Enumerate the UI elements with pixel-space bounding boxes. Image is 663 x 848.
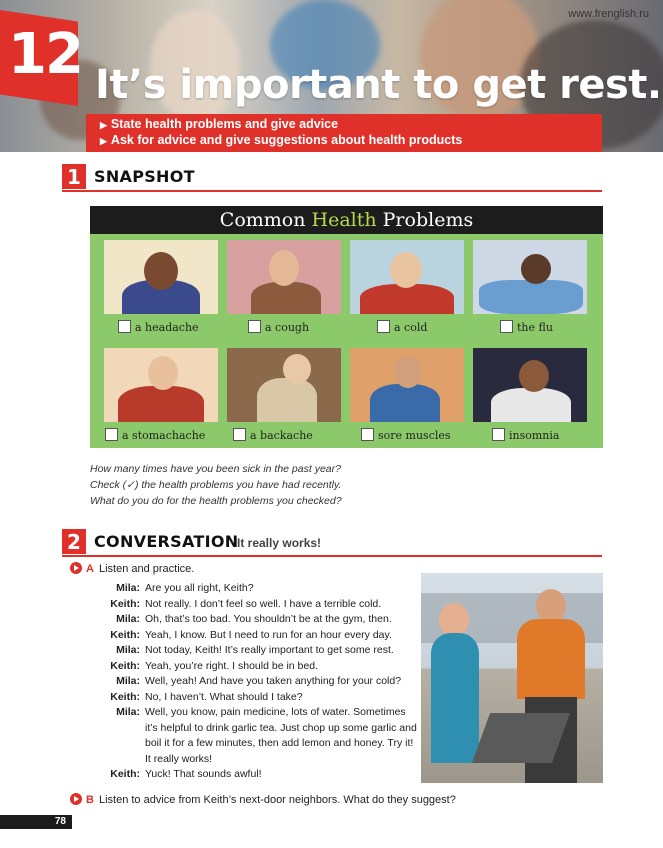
checkbox-backache[interactable]: a backache: [233, 428, 313, 442]
question-text: What do you do for the health problems you checked?: [90, 495, 342, 507]
dialogue-line: Mila: Well, yeah! And have you taken anything for your cold?: [116, 675, 402, 687]
checkbox-sore-muscles[interactable]: sore muscles: [361, 428, 451, 442]
arrow-icon: ▶: [100, 136, 107, 146]
stomachache-image: [104, 348, 218, 422]
backache-image: [227, 348, 341, 422]
section-title: SNAPSHOT: [94, 167, 195, 186]
sore-muscles-image: [350, 348, 464, 422]
dialogue-line: Keith: No, I haven’t. What should I take?: [110, 690, 303, 703]
part-a-instruction: A Listen and practice.: [70, 562, 194, 575]
page-title: It’s important to get rest.: [95, 62, 662, 108]
gym-illustration: [421, 573, 603, 783]
dialogue-line: Keith: Yeah, you’re right. I should be in bed.: [110, 659, 318, 672]
section-title: CONVERSATION: [94, 532, 239, 551]
checkbox-headache[interactable]: a headache: [118, 320, 199, 334]
checkbox-flu[interactable]: the flu: [500, 320, 553, 334]
arrow-icon: ▶: [100, 120, 107, 130]
dialogue-line: Keith: Yuck! That sounds awful!: [110, 768, 262, 780]
question-text: Check (✓) the health problems you have had recently.: [90, 479, 342, 491]
goal-item: ▶ State health problems and give advice: [100, 117, 339, 131]
dialogue-line: Mila: Not today, Keith! It’s really important to get some rest.: [116, 644, 394, 656]
checkbox-cold[interactable]: a cold: [377, 320, 427, 334]
goal-item: ▶ Ask for advice and give suggestions about health products: [100, 133, 463, 147]
snapshot-box: [90, 206, 603, 448]
dialogue-line: Mila: Well, you know, pain medicine, lots of water. Sometimes it’s helpful to drink garlic tea. Just chop up some garlic and boil it for a few minutes, then add lemon and honey. Try it! It really works!: [116, 706, 417, 765]
part-b-instruction: B Listen to advice from Keith’s next-door neighbors. What do they suggest?: [70, 793, 456, 806]
dialogue-line: Mila: Oh, that’s too bad. You shouldn’t be at the gym, then.: [116, 613, 392, 625]
section-number: 2: [62, 529, 86, 554]
snapshot-title: Common Health Problems: [90, 206, 603, 234]
dialogue-line: Mila: Are you all right, Keith?: [116, 582, 254, 594]
dialogue: [90, 581, 420, 783]
dialogue-line: Keith: Yeah, I know. But I need to run for an hour every day.: [110, 628, 392, 641]
unit-number: 12: [8, 22, 82, 87]
checkbox-stomachache[interactable]: a stomachache: [105, 428, 205, 442]
headache-image: [104, 240, 218, 314]
dialogue-line: Keith: Not really. I don’t feel so well. I have a terrible cold.: [110, 597, 382, 610]
checkbox-insomnia[interactable]: insomnia: [492, 428, 559, 442]
cough-image: [227, 240, 341, 314]
audio-play-icon[interactable]: [70, 793, 82, 805]
section-number: 1: [62, 164, 86, 189]
section-header-snapshot: [62, 164, 602, 192]
unit-goals: [86, 114, 602, 152]
question-text: How many times have you been sick in the past year?: [90, 463, 341, 475]
section-header-conversation: [62, 529, 602, 557]
cold-image: [350, 240, 464, 314]
flu-image: [473, 240, 587, 314]
watermark: www.frenglish.ru: [568, 8, 649, 20]
section-subtitle: It really works!: [237, 536, 322, 550]
page-number: 78: [0, 815, 72, 829]
checkbox-cough[interactable]: a cough: [248, 320, 309, 334]
audio-play-icon[interactable]: [70, 562, 82, 574]
insomnia-image: [473, 348, 587, 422]
